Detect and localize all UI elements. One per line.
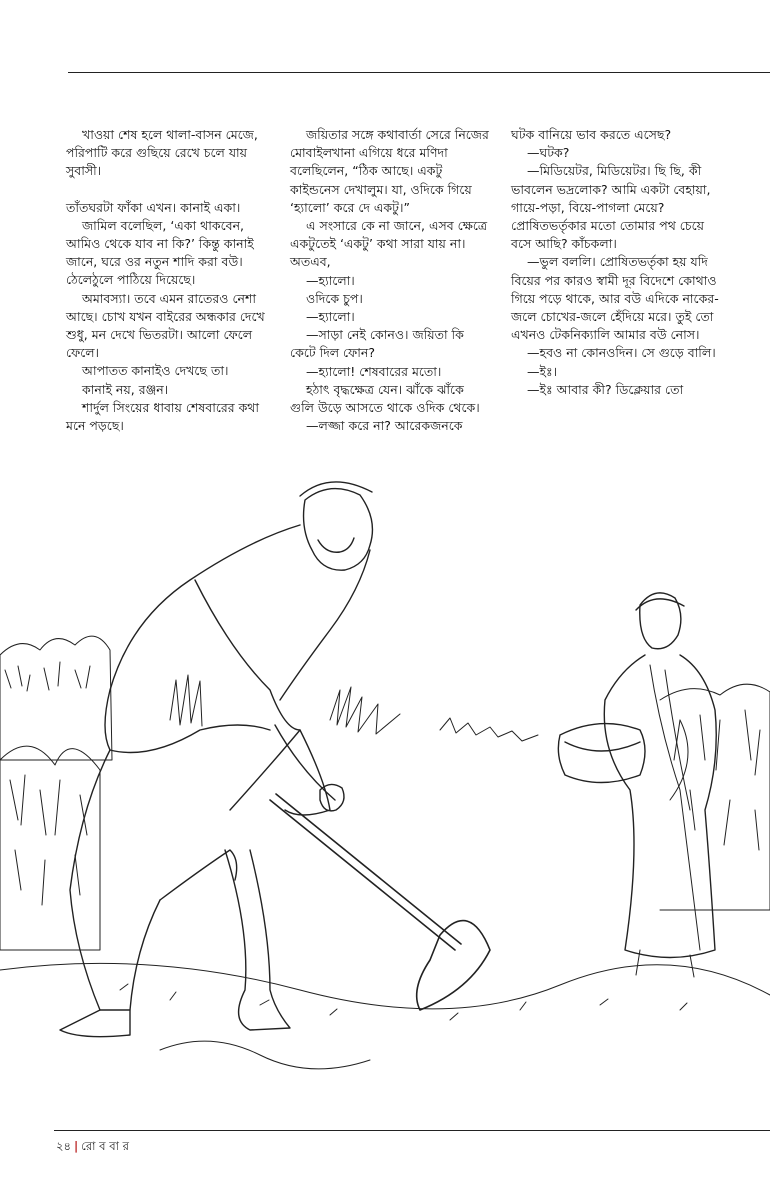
footer-separator: |: [73, 1139, 79, 1153]
paragraph: —মিডিয়েটর, মিডিয়েটর। ছি ছি, কী ভাবলেন ভদ্রলোক? আমি একটা বেহায়া, গায়ে-পড়া, বিয়ে-পাগলা মেয়ে? প্রোষিতভর্তৃকার মতো তোমার পথ চেয়ে বসে আছি? কাঁচকলা।: [511, 163, 711, 252]
text-column-1: [66, 126, 278, 435]
middle-grass: [170, 675, 538, 741]
paragraph: কানাই নয়, রঞ্জন।: [82, 381, 169, 397]
paragraph: খাওয়া শেষ হলে থালা-বাসন মেজে, পরিপাটি করে গুছিয়ে রেখে চলে যায় সুবাসী।: [66, 127, 258, 179]
paragraph: —ইঃ আবার কী? ডিক্লেয়ার তো: [527, 381, 684, 397]
hoe: [270, 794, 490, 1010]
paragraph: —হ্যালো।: [306, 309, 355, 325]
paragraph: —হ্যালো! শেষবারের মতো।: [306, 363, 442, 379]
paragraph: —হবও না কোনওদিন। সে গুড়ে বালি।: [527, 345, 716, 361]
left-bushes: [0, 636, 112, 950]
paragraph: —ঘটক?: [527, 145, 570, 161]
paragraph: আপাতত কানাইও দেখছে তা।: [82, 363, 229, 379]
paragraph: তাঁতঘরটা ফাঁকা এখন। কানাই একা।: [66, 199, 241, 215]
paragraph: জয়িতার সঙ্গে কথাবার্তা সেরে নিজের মোবাইলখানা এগিয়ে ধরে মণিদা বলেছিলেন, “ঠিক আছে। একটু কাইন্ডনেস দেখালুম। যা, ওদিকে গিয়ে ‘হ্যালো’ করে দে একটু।”: [290, 127, 489, 215]
paragraph: —হ্যালো।: [306, 272, 355, 288]
farmer-figure: [60, 482, 372, 1037]
paragraph: শার্দুল সিংয়ের ধাবায় শেষবারের কথা মনে পড়ছে।: [66, 399, 260, 434]
top-rule: [68, 72, 770, 73]
paragraph: এ সংসারে কে না জানে, এসব ক্ষেত্রে একটুতেই ‘একটু’ কথা সারা যায় না। অতএব,: [290, 218, 488, 270]
story-illustration: [0, 430, 770, 1120]
paragraph: —সাড়া নেই কোনও। জয়িতা কি কেটে দিল ফোন?: [290, 327, 464, 361]
text-column-2: [290, 126, 490, 435]
text-column-3: [511, 126, 721, 399]
paragraph: জামিল বলেছিল, ‘একা থাকবেন, আমিও থেকে যাব না কি?’ কিন্তু কানাই জানে, ঘরে ওর নতুন শাদি করা বউ। ঠেলেঠুলে পাঠিয়ে দিয়েছে।: [66, 217, 254, 288]
paragraph: ঘটক বানিয়ে ভাব করতে এসেছ?: [511, 127, 672, 142]
paragraph: অমাবস্যা। তবে এমন রাতেরও নেশা আছে। চোখ যখন বাইরের অন্ধকার দেখে শুধু, মন দেখে ভিতরটা। আলো ফেলে ফেলে।: [66, 290, 265, 361]
page-footer: [56, 1138, 129, 1157]
paragraph: —লজ্জা করে না? আরেকজনকে: [306, 418, 463, 434]
bottom-rule: [54, 1130, 770, 1131]
paragraph: ওদিকে চুপ।: [306, 290, 363, 306]
magazine-name: রো ব বা র: [81, 1139, 129, 1153]
woman-figure: [558, 593, 716, 977]
page-number: ২৪: [56, 1139, 71, 1153]
paragraph: হঠাৎ বৃদ্ধক্ষেত্র যেন। ঝাঁকে ঝাঁকে গুলি উড়ে আসতে থাকে ওদিক থেকে।: [290, 381, 480, 416]
paragraph: —ইঃ।: [527, 363, 558, 379]
paragraph: —ভুল বললি। প্রোষিতভর্তৃকা হয় যদি বিয়ের পর কারও স্বামী দূর বিদেশে কোথাও গিয়ে পড়ে থাকে, আর বউ এদিকে নাকের-জলে চোখের-জলে হেঁদিয়ে মরে। তুই তো এখনও টেকনিক্যালি আমার বউ নোস।: [511, 254, 719, 343]
ground-line: [0, 963, 770, 1008]
